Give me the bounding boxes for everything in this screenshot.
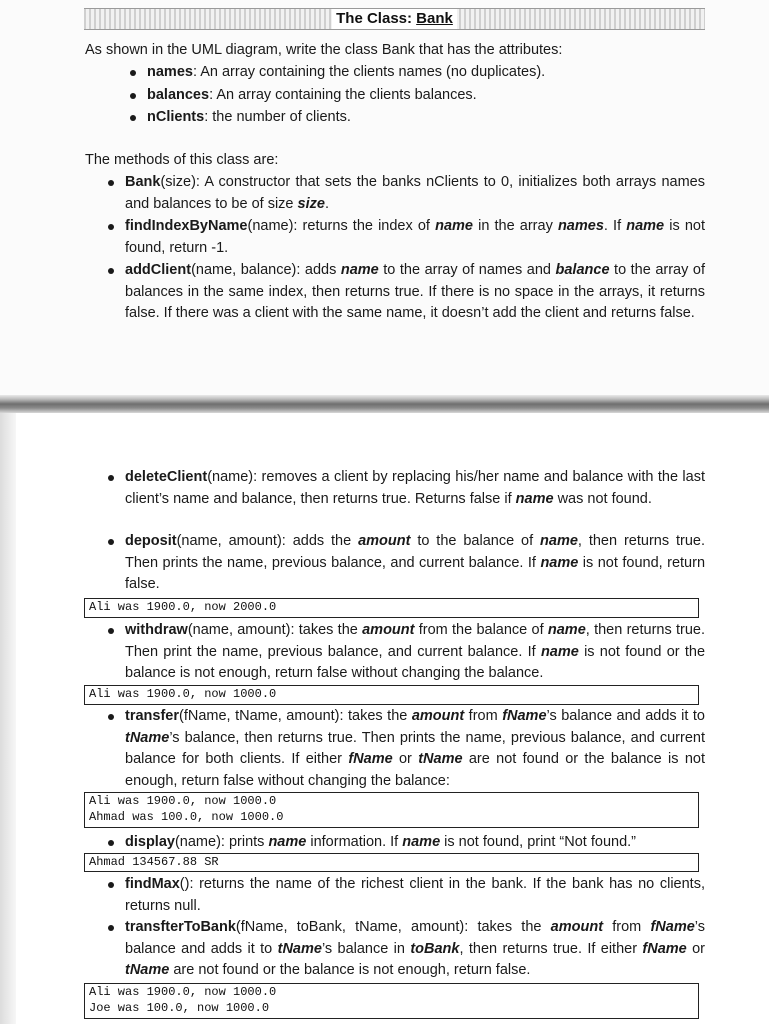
output-box-transfer (84, 792, 699, 828)
output-box-transfer-to-bank (84, 983, 699, 1019)
attribute-balances: balances: An array containing the clients balances. (147, 87, 477, 103)
scan-edge (0, 413, 16, 1024)
output-line: Joe was 100.0, now 1000.0 (89, 1001, 270, 1015)
bullet-icon (130, 70, 136, 76)
method-transfer: transfer(fName, tName, amount): takes the amount from fName’s balance and adds it to tName’s balance, then returns true. Then prints the name, previous balance, and current balance for both clients. If either fName or tName are not found or the balance is not enough, return false without changing the balance: (125, 708, 705, 789)
title-bar (84, 8, 705, 30)
output-box-display (84, 853, 699, 872)
bullet-icon (108, 840, 114, 846)
bullet-icon (108, 180, 114, 186)
method-deposit: deposit(name, amount): adds the amount to the balance of name, then returns true. Then prints the name, previous balance, and current balance. If name is not found, return false. (125, 533, 706, 592)
output-line: Ahmad 134567.88 SR (89, 855, 219, 869)
bullet-icon (108, 714, 114, 720)
intro-text: As shown in the UML diagram, write the class Bank that has the attributes: (85, 42, 563, 58)
class-name: Bank (416, 10, 453, 27)
methods-intro: The methods of this class are: (85, 152, 279, 168)
page-fold-divider (0, 395, 769, 413)
output-line: Ali was 1900.0, now 1000.0 (89, 687, 277, 701)
output-line: Ali was 1900.0, now 1000.0 (89, 985, 277, 999)
bullet-icon (130, 93, 136, 99)
bullet-icon (108, 925, 114, 931)
output-line: Ali was 1900.0, now 1000.0 (89, 794, 277, 808)
method-display: display(name): prints name information. If name is not found, print “Not found.” (125, 834, 636, 850)
bullet-icon (108, 268, 114, 274)
bullet-icon (108, 539, 114, 545)
page-title: The Class: Bank (332, 9, 457, 29)
attribute-names: names: An array containing the clients names (no duplicates). (147, 64, 546, 80)
method-find-max: findMax(): returns the name of the richest client in the bank. If the bank has no clients, returns null. (125, 876, 705, 914)
method-add-client: addClient(name, balance): adds name to the array of names and balance to the array of balances in the same index, then returns true. If there is no space in the arrays, it returns false. If there was a client with the same name, it doesn’t add the client and returns false. (125, 262, 705, 321)
output-box-deposit (84, 598, 699, 618)
attribute-nclients: nClients: the number of clients. (147, 109, 351, 125)
bullet-icon (130, 115, 136, 121)
output-box-withdraw (84, 685, 699, 705)
output-line: Ahmad was 100.0, now 1000.0 (89, 810, 284, 824)
bullet-icon (108, 882, 114, 888)
bullet-icon (108, 224, 114, 230)
method-find-index-by-name: findIndexByName(name): returns the index of name in the array names. If name is not found, return -1. (125, 218, 705, 256)
bullet-icon (108, 475, 114, 481)
output-line: Ali was 1900.0, now 2000.0 (89, 600, 277, 614)
method-delete-client: deleteClient(name): removes a client by replacing his/her name and balance with the last client’s name and balance, then returns true. Returns false if name was not found. (125, 469, 705, 507)
bullet-icon (108, 628, 114, 634)
method-transfer-to-bank: transfterToBank(fName, toBank, tName, amount): takes the amount from fName’s balance and adds it to tName’s balance in toBank, then returns true. If either fName or tName are not found or the balance is not enough, return false. (125, 919, 705, 978)
method-withdraw: withdraw(name, amount): takes the amount from the balance of name, then returns true. Then print the name, previous balance, and current balance. If name is not found or the balance is not enough, return false without changing the balance. (125, 622, 706, 681)
method-bank: Bank(size): A constructor that sets the banks nClients to 0, initializes both arrays names and balances to be of size size. (125, 174, 705, 212)
